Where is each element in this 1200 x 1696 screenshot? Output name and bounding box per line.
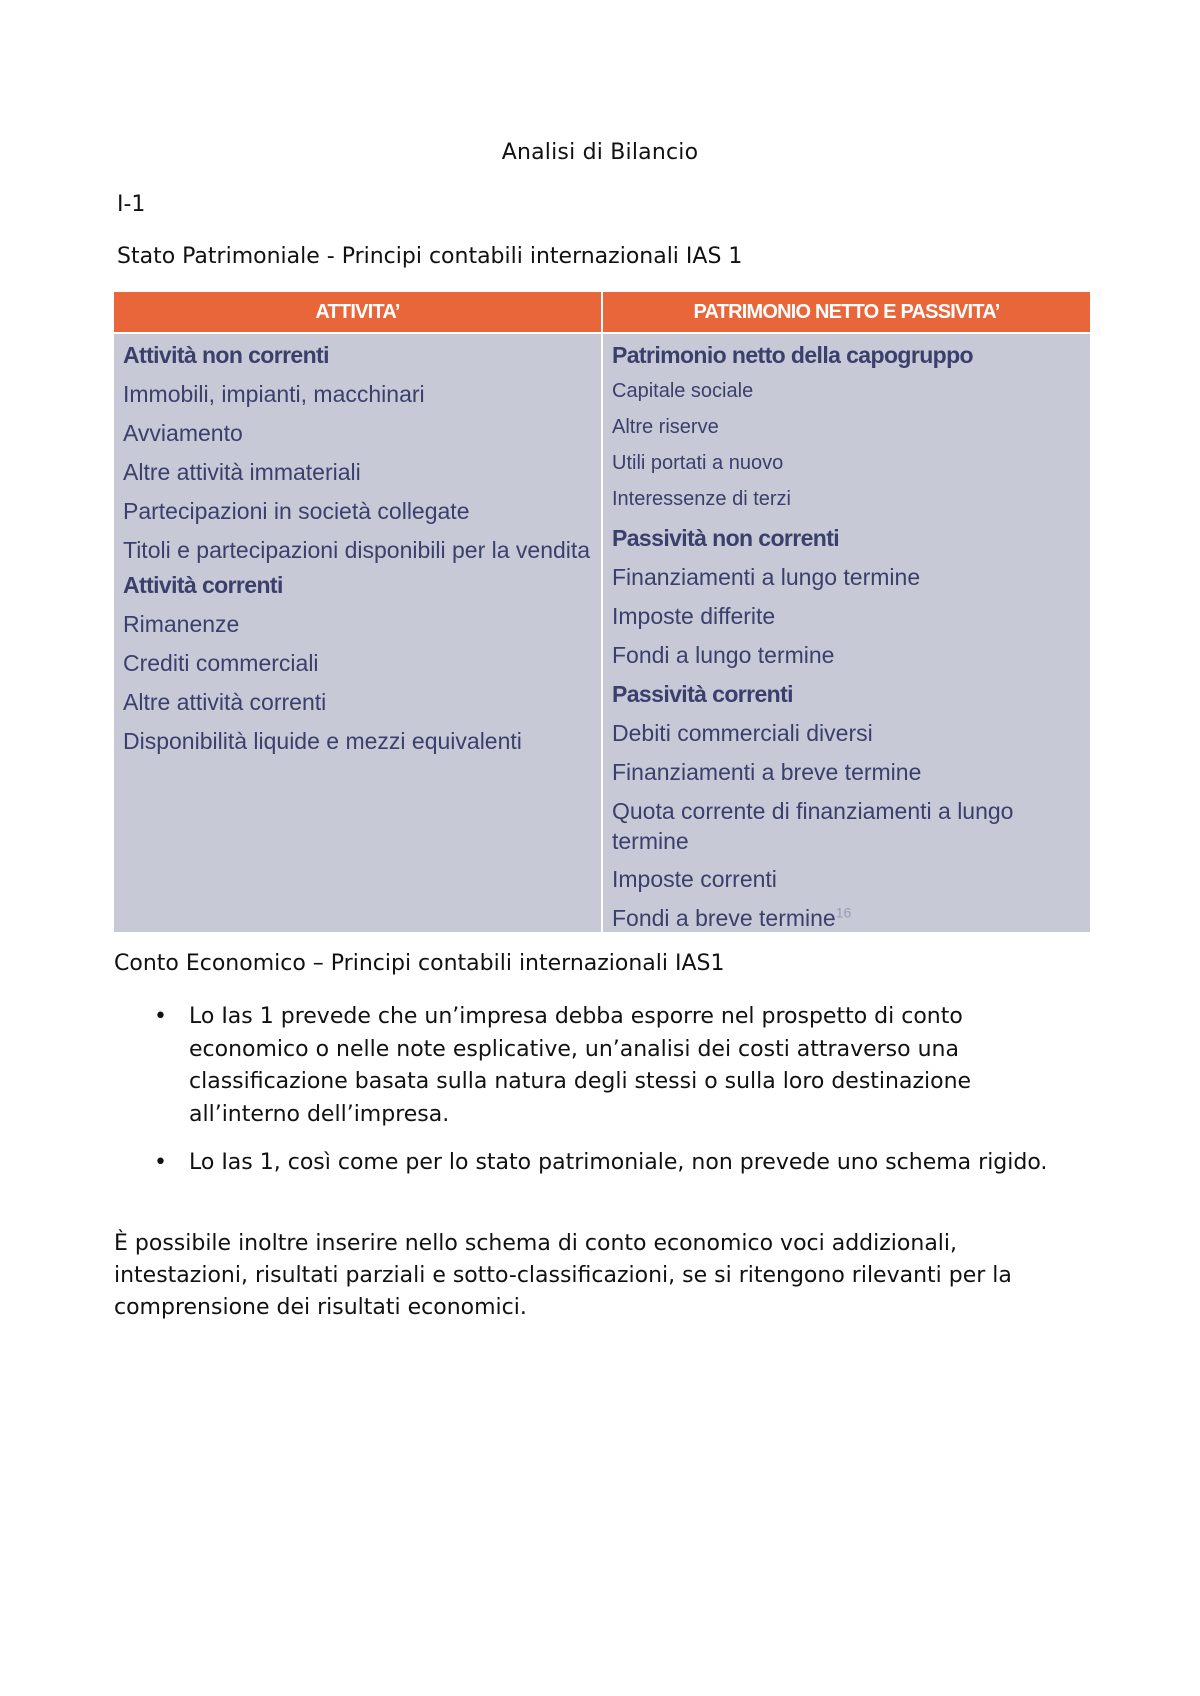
balance-sheet-heading: Stato Patrimoniale - Principi contabili internazionali IAS 1 [117, 244, 743, 269]
equity-item: Capitale sociale [612, 380, 754, 402]
document-title: Analisi di Bilancio [501, 140, 699, 165]
asset-item: Altre attività immateriali [123, 459, 361, 485]
bullet-item [114, 1147, 1074, 1180]
assets-header: ATTIVITA’ [114, 292, 601, 332]
assets-group-non-current: Attività non correnti [123, 342, 329, 368]
liability-item: Finanziamenti a lungo termine [612, 564, 921, 590]
equity-item: Altre riserve [612, 416, 719, 438]
balance-sheet-table [114, 292, 1090, 932]
equity-item: Utili portati a nuovo [612, 452, 784, 474]
equity-liabilities-column [603, 334, 1090, 932]
liabilities-group-non-current: Passività non correnti [612, 525, 840, 551]
asset-item: Partecipazioni in società collegate [123, 498, 470, 524]
asset-item: Disponibilità liquide e mezzi equivalenti [123, 728, 522, 754]
equity-liabilities-header: PATRIMONIO NETTO E PASSIVITA’ [603, 292, 1090, 332]
income-statement-bullets [114, 1001, 1074, 1196]
asset-item: Altre attività correnti [123, 689, 327, 715]
equity-item: Interessenze di terzi [612, 488, 791, 510]
section-code: I-1 [117, 192, 146, 217]
liabilities-group-current: Passività correnti [612, 681, 793, 707]
closing-paragraph: È possibile inoltre inserire nello schema di conto economico voci addizionali, intestazioni, risultati parziali e sotto-classificazioni, se si ritengono rilevanti per la comprensione dei risultati economici. [114, 1231, 1012, 1320]
asset-item: Titoli e partecipazioni disponibili per la vendita [123, 537, 591, 563]
liability-item: Debiti commerciali diversi [612, 720, 873, 746]
liability-item: Finanziamenti a breve termine [612, 759, 922, 785]
liability-item: Quota corrente di finanziamenti a lungo termine [612, 798, 1014, 854]
asset-item: Immobili, impianti, macchinari [123, 381, 425, 407]
bullet-icon: • [154, 1150, 167, 1175]
bullet-text: Lo Ias 1 prevede che un’impresa debba esporre nel prospetto di conto economico o nelle note esplicative, un’analisi dei costi attraverso una classificazione basata sulla natura degli stessi o sulla loro destinazione all’interno dell’impresa. [189, 1004, 972, 1127]
footnote-marker: 16 [835, 904, 852, 921]
asset-item: Rimanenze [123, 611, 240, 637]
liability-item-last [612, 903, 1080, 933]
liability-item: Imposte differite [612, 603, 776, 629]
liability-item: Fondi a lungo termine [612, 642, 835, 668]
income-statement-heading: Conto Economico – Principi contabili internazionali IAS1 [114, 951, 725, 976]
assets-column [114, 334, 601, 932]
liability-item-label: Fondi a breve termine [612, 905, 836, 931]
liability-item: Imposte correnti [612, 866, 777, 892]
equity-group-parent: Patrimonio netto della capogruppo [612, 342, 973, 368]
bullet-text: Lo Ias 1, così come per lo stato patrimoniale, non prevede uno schema rigido. [189, 1150, 1048, 1175]
asset-item: Crediti commerciali [123, 650, 319, 676]
bullet-icon: • [154, 1004, 167, 1029]
assets-group-current: Attività correnti [123, 572, 283, 598]
bullet-item [114, 1001, 1074, 1131]
asset-item: Avviamento [123, 420, 243, 446]
